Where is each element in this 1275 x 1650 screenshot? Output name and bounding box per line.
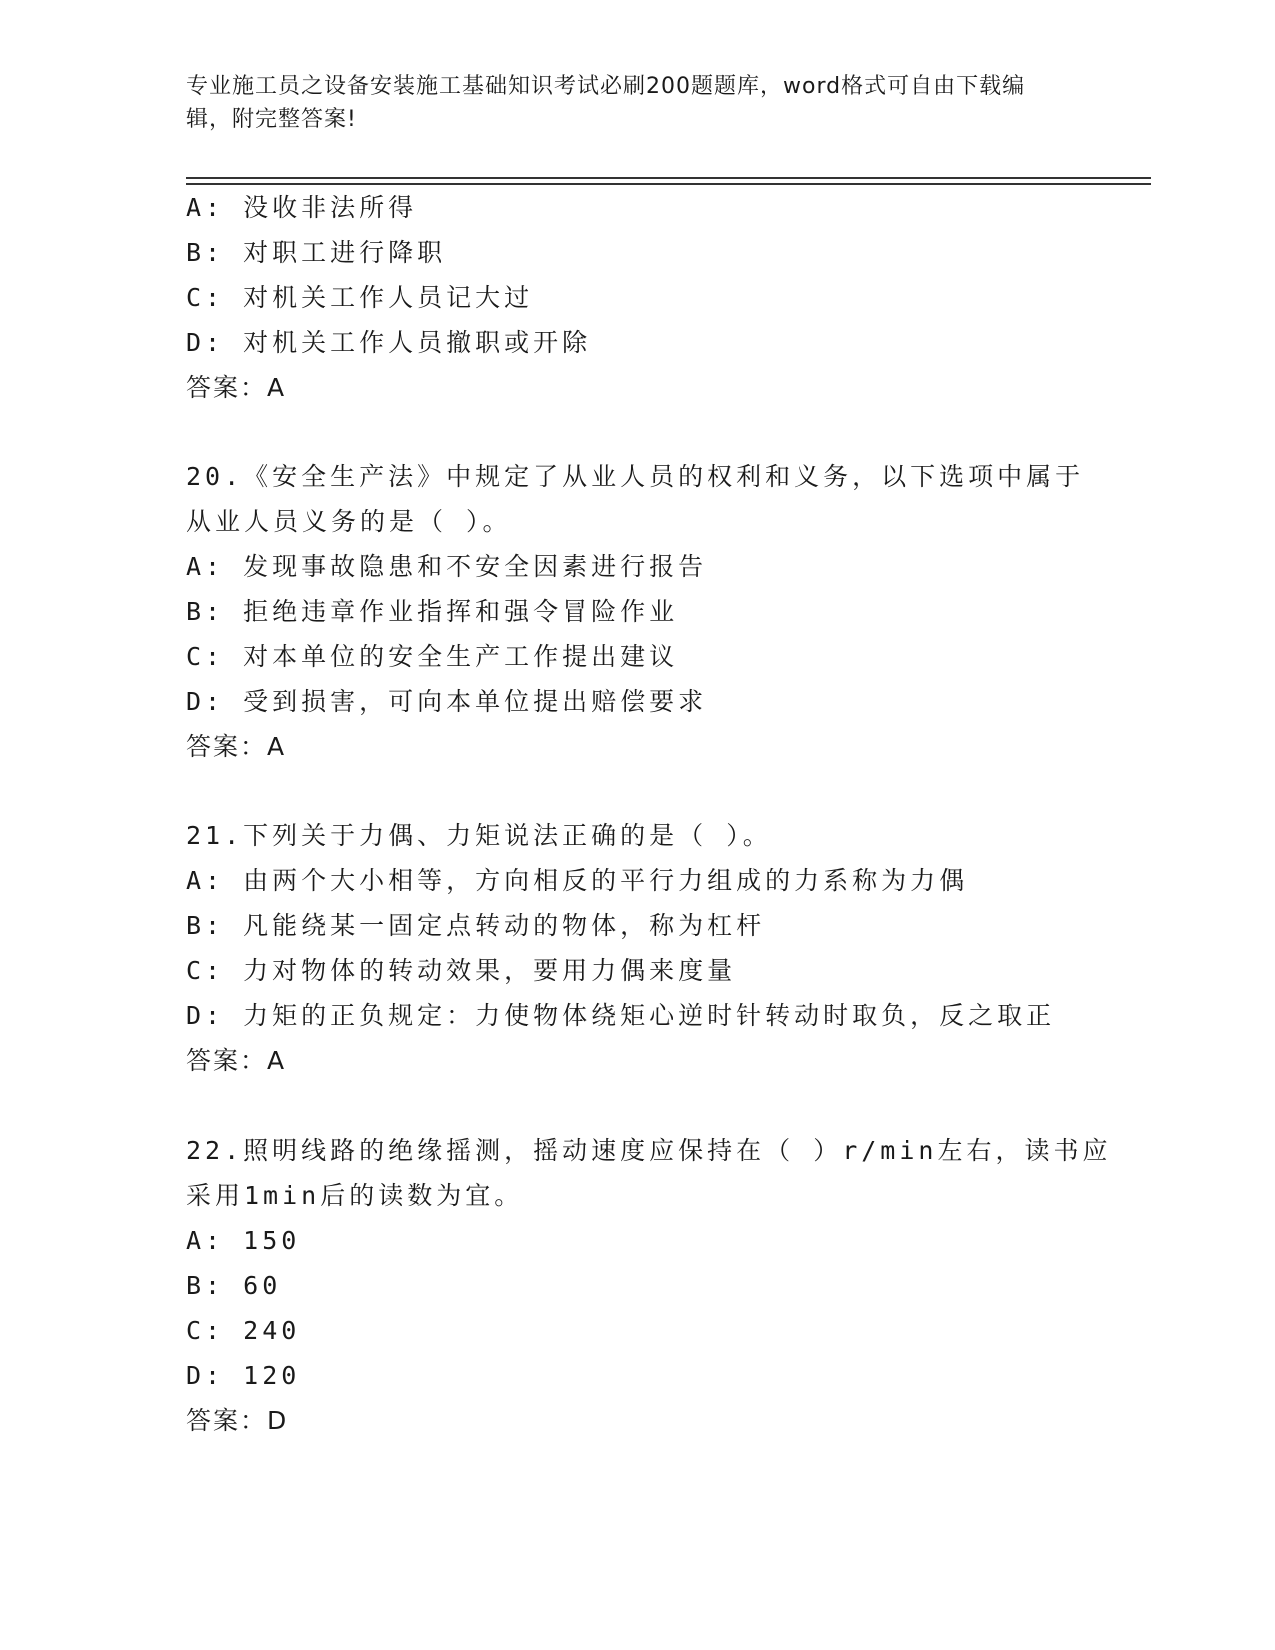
q20-option-d: D: 受到损害，可向本单位提出赔偿要求: [186, 687, 708, 716]
header-divider-top: [186, 177, 1151, 179]
q19-answer: 答案：A: [186, 373, 287, 402]
q21-option-c: C: 力对物体的转动效果，要用力偶来度量: [186, 956, 737, 985]
q20-option-a: A: 发现事故隐患和不安全因素进行报告: [186, 552, 708, 581]
q19-option-d: D: 对机关工作人员撤职或开除: [186, 328, 592, 357]
q19-option-c: C: 对机关工作人员记大过: [186, 283, 534, 312]
q22-option-d: D: 120: [186, 1361, 301, 1390]
document-header: 专业施工员之设备安装施工基础知识考试必刷200题题库，word格式可自由下载编辑，附完整答案!: [186, 74, 1026, 132]
q21-answer: 答案：A: [186, 1046, 287, 1075]
q22-stem-line1: 22.照明线路的绝缘摇测，摇动速度应保持在（ ）r/min左右，读书应: [186, 1136, 1112, 1165]
q19-option-a: A: 没收非法所得: [186, 193, 418, 222]
q22-stem-line2: 采用1min后的读数为宜。: [186, 1181, 524, 1210]
q22-option-b: B: 60: [186, 1271, 282, 1300]
q21-option-a: A: 由两个大小相等，方向相反的平行力组成的力系称为力偶: [186, 866, 969, 895]
q22-option-a: A: 150: [186, 1226, 301, 1255]
q20-stem-line1: 20.《安全生产法》中规定了从业人员的权利和义务，以下选项中属于: [186, 462, 1085, 491]
q20-answer: 答案：A: [186, 732, 287, 761]
q21-stem-line1: 21.下列关于力偶、力矩说法正确的是（ ）。: [186, 821, 772, 850]
q21-option-b: B: 凡能绕某一固定点转动的物体，称为杠杆: [186, 911, 766, 940]
q22-answer: 答案：D: [186, 1406, 289, 1435]
q21-option-d: D: 力矩的正负规定：力使物体绕矩心逆时针转动时取负，反之取正: [186, 1001, 1056, 1030]
header-divider-bottom: [186, 183, 1151, 185]
q20-option-b: B: 拒绝违章作业指挥和强令冒险作业: [186, 597, 679, 626]
q19-option-b: B: 对职工进行降职: [186, 238, 447, 267]
q22-option-c: C: 240: [186, 1316, 301, 1345]
q20-option-c: C: 对本单位的安全生产工作提出建议: [186, 642, 679, 671]
q20-stem-line2: 从业人员义务的是（ ）。: [186, 507, 512, 536]
